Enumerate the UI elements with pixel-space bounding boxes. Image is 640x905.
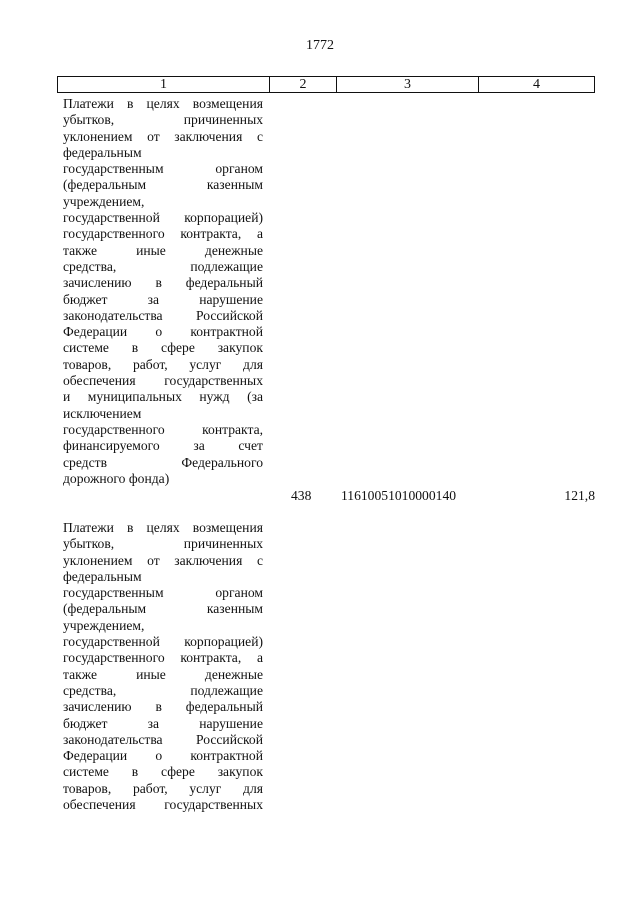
description-line: системе в сфере закупок: [63, 764, 263, 780]
description-line: государственной корпорацией): [63, 210, 263, 226]
row-description: [63, 96, 263, 487]
description-line: дорожного фонда): [63, 470, 170, 486]
description-line: учреждением,: [63, 193, 145, 209]
column-header-4: 4: [533, 77, 540, 92]
budget-classification-code: 11610051010000140: [341, 488, 457, 503]
description-line: товаров, работ, услуг для: [63, 780, 263, 796]
description-line: убытков, причиненных: [63, 536, 263, 552]
description-line: федеральным: [63, 568, 142, 584]
description-line: государственным органом: [63, 585, 263, 601]
admin-code: 438: [291, 488, 312, 503]
description-line: средства, подлежащие: [63, 682, 263, 698]
description-line: бюджет за нарушение: [63, 715, 263, 731]
description-line: Платежи в целях возмещения: [63, 96, 263, 111]
description-line: также иные денежные: [63, 242, 263, 258]
description-line: средства, подлежащие: [63, 258, 263, 274]
description-line: товаров, работ, услуг для: [63, 356, 263, 372]
description-line: уклонением от заключения с: [63, 552, 263, 568]
description-line: обеспечения государственных: [63, 797, 263, 813]
description-line: государственным органом: [63, 161, 263, 177]
description-line: Федерации о контрактной: [63, 324, 263, 340]
description-line: государственного контракта,: [63, 421, 263, 437]
description-line: зачислению в федеральный: [63, 699, 263, 715]
description-line: обеспечения государственных: [63, 373, 263, 389]
description-line: (федеральным казенным: [63, 177, 263, 193]
description-line: Федерации о контрактной: [63, 748, 263, 764]
description-line: (федеральным казенным: [63, 601, 263, 617]
description-line: государственной корпорацией): [63, 634, 263, 650]
description-line: и муниципальных нужд (за: [63, 389, 263, 405]
description-line: исключением: [63, 405, 142, 421]
description-line: убытков, причиненных: [63, 112, 263, 128]
column-header-2: 2: [270, 77, 337, 92]
description-line: законодательства Российской: [63, 307, 263, 323]
description-line: финансируемого за счет: [63, 438, 263, 454]
page-number: 1772: [306, 38, 334, 53]
table-header: [57, 76, 595, 93]
description-line: федеральным: [63, 144, 142, 160]
description-line: также иные денежные: [63, 666, 263, 682]
column-header-3: 3: [337, 77, 479, 92]
row-description: [63, 520, 263, 813]
description-line: государственного контракта, а: [63, 226, 263, 242]
description-line: средств Федерального: [63, 454, 263, 470]
description-line: Платежи в целях возмещения: [63, 520, 263, 535]
description-line: законодательства Российской: [63, 731, 263, 747]
description-line: зачислению в федеральный: [63, 275, 263, 291]
amount: 121,8: [564, 488, 595, 503]
description-line: системе в сфере закупок: [63, 340, 263, 356]
description-line: государственного контракта, а: [63, 650, 263, 666]
column-header-1: 1: [58, 77, 270, 92]
description-line: уклонением от заключения с: [63, 128, 263, 144]
description-line: бюджет за нарушение: [63, 291, 263, 307]
description-line: учреждением,: [63, 617, 145, 633]
